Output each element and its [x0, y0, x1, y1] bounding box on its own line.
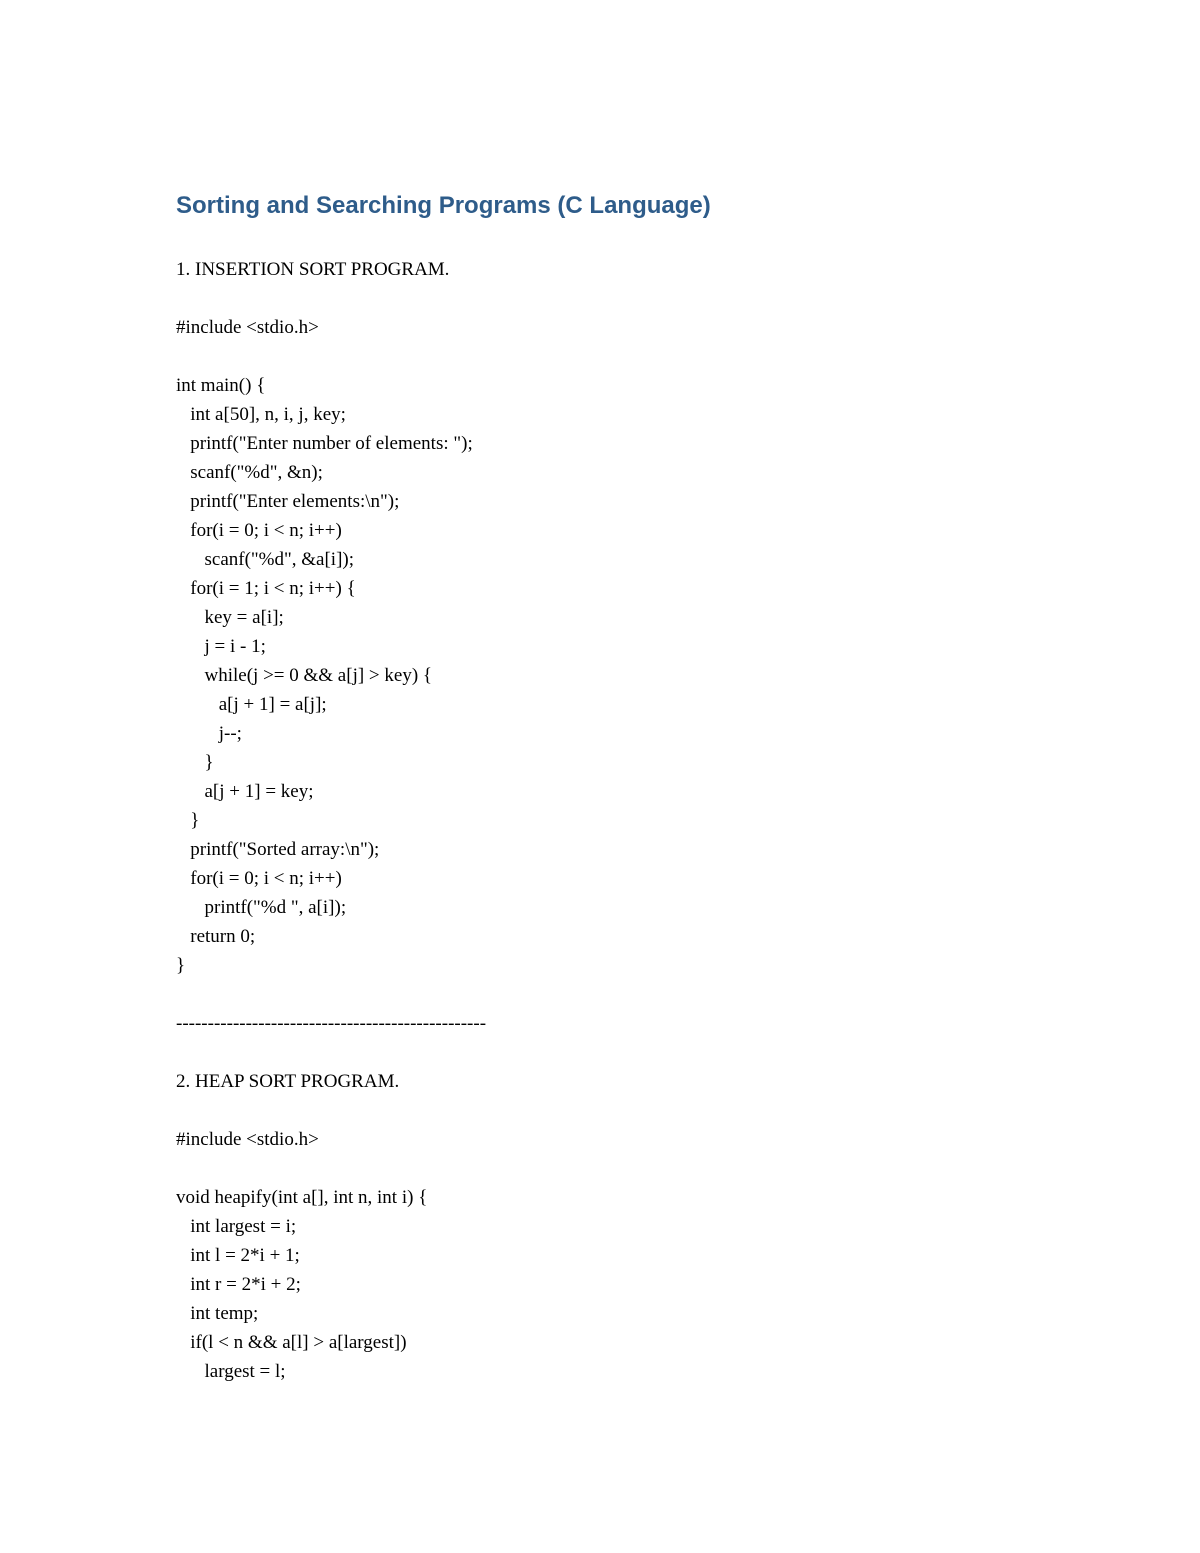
code-line: void heapify(int a[], int n, int i) { [176, 1187, 428, 1208]
document-title: Sorting and Searching Programs (C Language) [176, 192, 711, 219]
code-line: #include <stdio.h> [176, 317, 319, 338]
code-line: printf("%d ", a[i]); [176, 897, 347, 918]
code-line: } [176, 955, 186, 976]
code-line: j--; [176, 723, 242, 744]
code-line: int main() { [176, 375, 266, 396]
code-line: return 0; [176, 926, 256, 947]
code-line: printf("Enter elements:\n"); [176, 491, 400, 512]
code-line: int temp; [176, 1303, 259, 1324]
code-line: printf("Sorted array:\n"); [176, 839, 380, 860]
code-line: j = i - 1; [176, 636, 266, 657]
code-line: #include <stdio.h> [176, 1129, 319, 1150]
code-line: int a[50], n, i, j, key; [176, 404, 346, 425]
section-heading-heap-sort: 2. HEAP SORT PROGRAM. [176, 1071, 400, 1092]
code-line: scanf("%d", &n); [176, 462, 323, 483]
code-line: if(l < n && a[l] > a[largest]) [176, 1332, 407, 1353]
section-heading-insertion-sort: 1. INSERTION SORT PROGRAM. [176, 259, 450, 280]
code-line: int largest = i; [176, 1216, 297, 1237]
code-line: for(i = 1; i < n; i++) { [176, 578, 356, 599]
code-line: key = a[i]; [176, 607, 284, 628]
code-line: largest = l; [176, 1361, 286, 1382]
code-line: while(j >= 0 && a[j] > key) { [176, 665, 433, 686]
code-line: } [176, 810, 200, 831]
code-line: int r = 2*i + 2; [176, 1274, 301, 1295]
code-line: for(i = 0; i < n; i++) [176, 868, 342, 889]
code-line: a[j + 1] = a[j]; [176, 694, 327, 715]
code-line: printf("Enter number of elements: "); [176, 433, 473, 454]
code-line: } [176, 752, 214, 773]
code-line: for(i = 0; i < n; i++) [176, 520, 342, 541]
code-line: int l = 2*i + 1; [176, 1245, 300, 1266]
section-divider: ------------------------------------------------- [176, 1013, 487, 1034]
code-line: scanf("%d", &a[i]); [176, 549, 355, 570]
code-line: a[j + 1] = key; [176, 781, 314, 802]
